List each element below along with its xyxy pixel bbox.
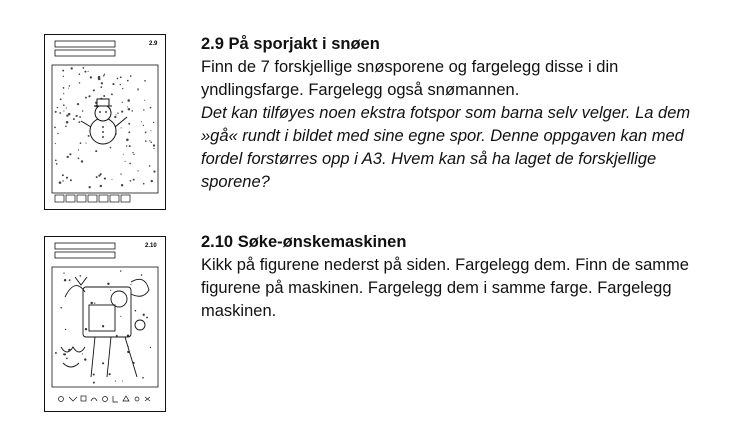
track-mark [79, 82, 81, 84]
track-mark [85, 328, 87, 330]
track-mark [66, 177, 68, 179]
track-mark [145, 140, 147, 142]
track-mark [63, 353, 65, 355]
track-mark [114, 116, 116, 118]
track-mark [93, 89, 95, 91]
track-mark [88, 135, 90, 137]
track-mark [65, 125, 67, 127]
track-mark [133, 179, 135, 181]
entry-text-2-10 [201, 231, 721, 323]
track-mark [98, 76, 101, 79]
track-mark [142, 377, 144, 379]
track-mark [80, 142, 82, 144]
track-mark [63, 76, 64, 77]
track-mark [69, 279, 71, 281]
track-mark [60, 307, 61, 308]
track-mark [55, 111, 57, 113]
track-mark [127, 334, 129, 336]
track-mark [59, 112, 61, 114]
track-mark [67, 156, 69, 158]
track-mark [120, 173, 121, 174]
track-mark [62, 180, 63, 181]
track-mark [110, 290, 111, 291]
track-mark [88, 71, 89, 72]
track-mark [133, 154, 134, 155]
track-mark [77, 103, 79, 105]
track-mark [66, 358, 68, 360]
track-mark [137, 170, 138, 171]
track-mark [116, 335, 118, 337]
track-mark [57, 133, 58, 134]
track-mark [149, 165, 151, 167]
page-number-label: 2.10 [145, 243, 157, 249]
track-mark [66, 107, 67, 108]
track-mark [85, 97, 87, 99]
track-mark [130, 180, 132, 182]
track-mark [60, 98, 62, 100]
track-mark [123, 154, 124, 155]
track-mark [145, 132, 147, 134]
track-mark [127, 99, 130, 102]
track-mark [73, 118, 75, 120]
track-mark [78, 121, 80, 123]
track-mark [153, 148, 154, 149]
track-mark [66, 121, 69, 124]
track-mark [121, 127, 122, 128]
track-mark [120, 316, 121, 317]
entry-instructions: Kikk på figurene nederst på siden. Fargelegg dem. Finn de samme figurene på maskinen. Fargelegg dem i samme farge. Fargelegg maskinen. [201, 256, 689, 320]
track-mark [54, 127, 56, 129]
track-mark [138, 88, 139, 89]
track-mark [102, 325, 104, 327]
entry-text-2-9 [201, 33, 721, 194]
track-mark [150, 130, 151, 131]
track-mark [95, 150, 97, 152]
track-mark [55, 352, 57, 354]
track-mark [63, 104, 65, 106]
track-mark [79, 275, 81, 277]
track-mark [150, 107, 152, 109]
track-mark [84, 358, 86, 360]
track-mark [110, 147, 112, 149]
track-mark [81, 160, 83, 162]
track-mark [127, 80, 129, 82]
track-mark [107, 283, 109, 285]
track-mark [100, 185, 102, 187]
track-mark [125, 161, 126, 162]
track-mark [120, 270, 121, 271]
track-mark [150, 142, 152, 144]
track-mark [93, 382, 95, 384]
track-mark [63, 272, 64, 273]
track-mark [62, 70, 64, 72]
track-mark [78, 158, 79, 159]
track-mark [143, 183, 145, 185]
track-mark [59, 181, 62, 184]
track-mark [144, 80, 146, 82]
track-mark [83, 67, 85, 69]
track-mark [135, 310, 137, 312]
track-mark [121, 184, 123, 186]
track-mark [100, 86, 102, 88]
track-mark [57, 107, 59, 109]
track-mark [117, 112, 118, 113]
entry-instructions: Finn de 7 forskjellige snøsporene og fargelegg disse i din yndlingsfarge. Fargelegg også snømannen. [201, 58, 619, 99]
track-mark [128, 131, 130, 133]
track-mark [62, 174, 64, 176]
track-mark [143, 109, 144, 110]
track-mark [98, 175, 100, 177]
track-mark [146, 317, 148, 319]
track-mark [130, 75, 132, 77]
track-mark [153, 170, 155, 172]
track-mark [68, 113, 70, 115]
track-mark [128, 108, 130, 110]
track-mark [85, 143, 86, 144]
track-mark [69, 153, 71, 155]
track-mark [130, 284, 131, 285]
track-mark [111, 179, 112, 180]
track-mark [127, 351, 129, 353]
track-mark [90, 76, 92, 78]
track-mark [70, 179, 72, 181]
track-mark [112, 83, 114, 85]
track-mark [150, 347, 151, 348]
track-mark [128, 346, 129, 347]
track-mark [121, 111, 123, 113]
track-mark [126, 145, 127, 146]
track-mark [104, 178, 106, 180]
track-mark [133, 362, 135, 364]
track-mark [68, 351, 69, 352]
track-mark [144, 100, 145, 101]
track-mark [115, 381, 116, 382]
track-mark [127, 106, 128, 107]
track-mark [101, 82, 103, 84]
track-mark [89, 186, 91, 188]
track-mark [122, 102, 123, 103]
worksheet-thumbnail-snow-tracks [44, 34, 166, 210]
track-mark [143, 125, 144, 126]
track-mark [78, 149, 79, 150]
entry-title: 2.9 På sporjakt i snøen [201, 35, 380, 53]
track-mark [94, 302, 95, 303]
track-mark [55, 159, 57, 161]
entry-teacher-note: Det kan tilføyes noen ekstra fotspor som barna selv velger. La dem »gå« rundt i bildet med sine egne spor. Denne oppgaven kan med fordel forstørres opp i A3. Hvem kan så ha laget de forskjellige sporene? [201, 104, 691, 191]
track-mark [115, 114, 116, 115]
page-number-label: 2.9 [149, 41, 158, 47]
entry-title: 2.10 Søke-ønskemaskinen [201, 233, 407, 251]
track-mark [64, 279, 66, 281]
track-mark [56, 163, 58, 165]
track-mark [153, 144, 155, 146]
track-mark [82, 110, 84, 112]
track-mark [79, 116, 81, 118]
track-mark [126, 139, 129, 142]
track-mark [111, 93, 113, 95]
track-mark [132, 152, 133, 153]
track-mark [103, 75, 105, 77]
track-mark [137, 89, 139, 91]
track-mark [68, 88, 69, 89]
worksheet-thumbnail-wish-machine [44, 236, 166, 412]
snowman-worksheet-illustration [45, 35, 165, 209]
track-mark [104, 74, 105, 75]
track-mark [120, 76, 122, 78]
track-mark [65, 329, 66, 330]
track-mark [55, 143, 56, 144]
track-mark [84, 71, 86, 73]
wish-machine-worksheet-illustration [45, 237, 165, 411]
track-mark [117, 78, 119, 80]
track-mark [132, 110, 134, 112]
track-mark [129, 163, 131, 165]
track-mark [93, 374, 95, 376]
track-mark [151, 180, 153, 182]
track-mark [82, 353, 83, 354]
track-mark [143, 314, 145, 316]
track-mark [63, 110, 64, 111]
track-mark [109, 373, 111, 375]
track-mark [128, 123, 130, 125]
track-mark [96, 176, 98, 178]
track-mark [69, 85, 71, 87]
track-mark [100, 173, 101, 174]
track-mark [79, 73, 81, 75]
track-mark [63, 93, 64, 94]
track-mark [63, 87, 65, 89]
track-mark [88, 95, 90, 97]
track-mark [122, 380, 123, 381]
track-mark [141, 274, 143, 276]
track-mark [149, 140, 150, 141]
track-mark [103, 95, 105, 97]
track-mark [141, 121, 142, 122]
track-mark [129, 145, 131, 147]
track-mark [120, 84, 121, 85]
track-mark [71, 67, 73, 69]
track-mark [68, 349, 70, 351]
track-mark [102, 362, 104, 364]
track-mark [122, 88, 123, 89]
track-mark [153, 122, 154, 123]
track-mark [90, 302, 92, 304]
track-mark [77, 115, 78, 116]
